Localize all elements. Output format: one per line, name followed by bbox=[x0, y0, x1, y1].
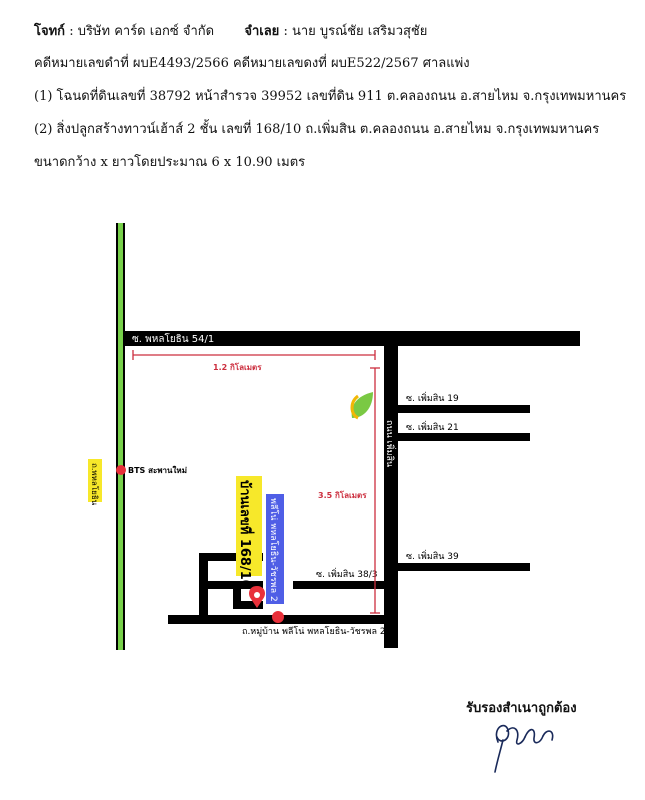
phoem-sin-road bbox=[384, 346, 398, 648]
signature-handwriting bbox=[495, 726, 553, 772]
soi-38-3-label: ซ. เพิ่มสิน 38/3 bbox=[316, 570, 378, 580]
road-top-label: ซ. พหลโยธิน 54/1 bbox=[132, 334, 215, 345]
soi-38-3-road bbox=[293, 581, 384, 589]
distance-vertical-label: 3.5 กิโลเมตร bbox=[318, 491, 367, 500]
soi-21-road bbox=[398, 433, 530, 441]
landmark-leaf-icon bbox=[352, 392, 373, 418]
size-line: ขนาดกว้าง x ยาวโดยประมาณ 6 x 10.90 เมตร bbox=[34, 155, 306, 170]
defendant-label: จำเลย bbox=[244, 24, 280, 39]
village-entrance-marker bbox=[272, 611, 284, 623]
certify-text: รับรองสำเนาถูกต้อง bbox=[466, 701, 577, 716]
soi-21-label: ซ. เพิ่มสิน 21 bbox=[406, 423, 459, 433]
plaintiff-label: โจทก์ bbox=[34, 24, 66, 39]
distance-horizontal-label: 1.2 กิโลเมตร bbox=[213, 363, 262, 372]
village-label: พลีโน่ พหลโยธิน-วัชรพล 2 bbox=[268, 498, 278, 602]
soi-39-label: ซ. เพิ่มสิน 39 bbox=[406, 552, 459, 562]
case-number-line: คดีหมายเลขดำที่ ผบE4493/2566 คดีหมายเลขดงที่ ผบE522/2567 ศาลแพ่ง bbox=[34, 56, 470, 71]
village-inner-road-v bbox=[199, 553, 208, 615]
defendant-value: : นาย บูรณ์ชัย เสริมวสุชัย bbox=[283, 24, 428, 39]
bts-line bbox=[118, 223, 123, 650]
phahonyothin-label: ถ.พหลโยธิน bbox=[90, 463, 99, 506]
deed-line: (1) โฉนดที่ดินเลขที่ 38792 หน้าสำรวจ 39952 เลขที่ดิน 911 ต.คลองถนน อ.สายไหม จ.กรุงเทพมหานคร bbox=[34, 89, 627, 104]
soi-19-label: ซ. เพิ่มสิน 19 bbox=[406, 394, 459, 404]
soi-19-road bbox=[398, 405, 530, 413]
house-label: บ้านเลขที่ 168/10 bbox=[237, 480, 252, 589]
building-line: (2) สิ่งปลูกสร้างทาวน์เฮ้าส์ 2 ชั้น เลขที่ 168/10 ถ.เพิ่มสิน ต.คลองถนน อ.สายไหม จ.กรุงเทพมหานคร bbox=[34, 122, 600, 137]
village-road-label: ถ.หมู่บ้าน พลีโน่ พหลโยธิน-วัชรพล 2 bbox=[242, 627, 386, 637]
soi-39-road bbox=[398, 563, 530, 571]
plaintiff-value: : บริษัท คาร์ด เอกซ์ จำกัด bbox=[69, 24, 215, 39]
bts-station-label: BTS สะพานใหม่ bbox=[128, 466, 187, 475]
phoem-sin-label: ถนน เพิ่มสิน bbox=[384, 420, 394, 468]
bts-station-marker bbox=[116, 465, 126, 475]
distance-horizontal bbox=[133, 350, 375, 360]
